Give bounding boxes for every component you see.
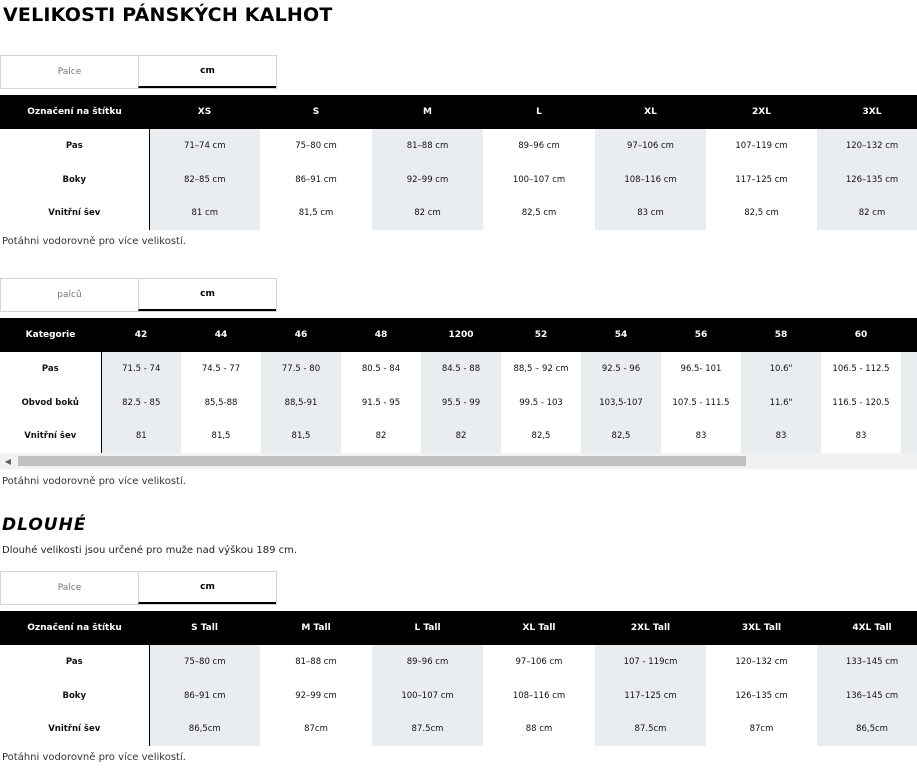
table-cell [901, 386, 917, 420]
table-cell: 108–116 cm [512, 690, 566, 701]
scroll-hint: Potáhni vodorovně pro více velikostí. [2, 752, 186, 763]
table-cell: 82 cm [817, 196, 917, 230]
table-cell: 82 [421, 419, 501, 453]
table-cell: 86–91 cm [295, 174, 337, 185]
table-cell: 82,5 [531, 431, 551, 442]
table-cell: 82 [375, 431, 387, 442]
column-header: S [260, 95, 372, 129]
table-row [0, 129, 917, 163]
size-table-numeric [0, 318, 917, 453]
section-heading-tall: DLOUHÉ [2, 515, 87, 535]
table-cell: 107–119 cm [735, 140, 788, 151]
row-label: Vnitřní šev [0, 419, 101, 453]
table-cell: 74.5 - 77 [201, 363, 241, 374]
table-header-row [0, 318, 917, 352]
table-cell: 87.5cm [372, 712, 483, 746]
row-label: Vnitřní šev [0, 196, 149, 230]
unit-option-cm[interactable]: cm [138, 56, 276, 88]
unit-toggle-2 [0, 278, 277, 312]
column-header: 52 [501, 318, 581, 352]
row-label: Pas [0, 352, 101, 386]
table-cell: 89–96 cm [518, 140, 560, 151]
column-header: 56 [661, 318, 741, 352]
column-header: L [483, 95, 595, 129]
table-cell: 81,5 [211, 431, 231, 442]
table-cell: 81 cm [149, 196, 260, 230]
table-row [0, 712, 917, 746]
table-cell: 82,5 cm [744, 208, 779, 219]
table-cell: 82.5 - 85 [101, 386, 181, 420]
unit-option-cm[interactable]: cm [138, 572, 276, 604]
table-cell: 87cm [749, 724, 774, 735]
section-description: Dlouhé velikosti jsou určené pro muže nad výškou 189 cm. [2, 545, 298, 556]
table-cell: 11.6" [741, 386, 821, 420]
table-cell: 89–96 cm [372, 645, 483, 679]
row-label: Vnitřní šev [0, 712, 149, 746]
column-header: Označení na štítku [0, 611, 149, 645]
column-header: 3XL Tall [706, 611, 817, 645]
table-cell [901, 419, 917, 453]
scroll-hint: Potáhni vodorovně pro více velikostí. [2, 236, 186, 247]
table-row [0, 163, 917, 197]
scroll-hint: Potáhni vodorovně pro více velikostí. [2, 476, 186, 487]
column-header: 46 [261, 318, 341, 352]
table-row [0, 679, 917, 713]
column-header: XL [595, 95, 706, 129]
table-cell: 83 [855, 431, 867, 442]
table-cell: 85,5-88 [204, 397, 238, 408]
table-cell: 75–80 cm [295, 140, 337, 151]
table-cell: 88 cm [525, 724, 553, 735]
table-cell: 99.5 - 103 [519, 397, 563, 408]
table-cell: 83 [741, 419, 821, 453]
scrollbar-thumb[interactable] [18, 456, 746, 466]
table-cell: 95.5 - 99 [421, 386, 501, 420]
page-title: VELIKOSTI PÁNSKÝCH KALHOT [3, 4, 333, 26]
table-cell: 83 [695, 431, 707, 442]
column-header: XS [149, 95, 260, 129]
table-cell: 71.5 - 74 [101, 352, 181, 386]
scroll-left-arrow-icon[interactable]: ◀ [4, 456, 12, 466]
size-table-tall [0, 611, 917, 746]
table-cell: 100–107 cm [372, 679, 483, 713]
table-cell: 133–145 cm [817, 645, 917, 679]
column-header: 48 [341, 318, 421, 352]
table-cell: 80.5 - 84 [361, 363, 401, 374]
table-cell: 86,5cm [149, 712, 260, 746]
unit-option-inches[interactable]: palců [1, 279, 138, 311]
column-header: Kategorie [0, 318, 101, 352]
table-cell: 84.5 - 88 [421, 352, 501, 386]
table-cell: 81,5 [261, 419, 341, 453]
table-cell: 106.5 - 112.5 [832, 363, 890, 374]
table-cell: 81,5 cm [298, 208, 334, 219]
column-header: 44 [181, 318, 261, 352]
table-cell: 92.5 - 96 [581, 352, 661, 386]
column-header: XL Tall [483, 611, 595, 645]
column-header: 54 [581, 318, 661, 352]
table-cell: 86–91 cm [149, 679, 260, 713]
unit-toggle-1 [0, 55, 277, 89]
table-cell: 103,5-107 [581, 386, 661, 420]
table-cell: 82,5 [581, 419, 661, 453]
column-header: M Tall [260, 611, 372, 645]
table-cell: 81–88 cm [372, 129, 483, 163]
table-row [0, 419, 917, 453]
table-cell [901, 352, 917, 386]
table-cell: 87cm [304, 724, 328, 735]
column-header: 2XL [706, 95, 817, 129]
unit-option-inches[interactable]: Palce [1, 56, 138, 88]
table-cell: 71–74 cm [149, 129, 260, 163]
row-label: Obvod boků [0, 386, 101, 420]
column-header: S Tall [149, 611, 260, 645]
table-cell: 92–99 cm [295, 690, 337, 701]
column-header: 2XL Tall [595, 611, 706, 645]
row-label: Pas [0, 129, 149, 163]
size-table-regular [0, 95, 917, 230]
column-header: 3XL [817, 95, 917, 129]
column-header: 42 [101, 318, 181, 352]
table-cell: 82,5 cm [521, 208, 557, 219]
column-header: 4XL Tall [817, 611, 917, 645]
table-cell: 82–85 cm [149, 163, 260, 197]
table-cell: 108–116 cm [595, 163, 706, 197]
row-label: Boky [0, 163, 149, 197]
table-row [0, 386, 917, 420]
table-cell: 82 cm [372, 196, 483, 230]
column-header: M [372, 95, 483, 129]
table-cell: 117–125 cm [735, 174, 788, 185]
column-header [901, 318, 917, 352]
table-row [0, 645, 917, 679]
table-cell: 87.5cm [595, 712, 706, 746]
table-cell: 86,5cm [817, 712, 917, 746]
table-cell: 92–99 cm [372, 163, 483, 197]
table-cell: 120–132 cm [735, 656, 788, 667]
unit-toggle-3 [0, 571, 277, 605]
row-label: Pas [0, 645, 149, 679]
table-cell: 96.5- 101 [680, 363, 722, 374]
table-cell: 97–106 cm [595, 129, 706, 163]
column-header: 1200 [421, 318, 501, 352]
table-row [0, 196, 917, 230]
table-cell: 107.5 - 111.5 [672, 397, 730, 408]
table-cell: 81 [101, 419, 181, 453]
table-cell: 88,5-91 [261, 386, 341, 420]
table-cell: 97–106 cm [515, 656, 563, 667]
table-cell: 83 cm [595, 196, 706, 230]
table-cell: 77.5 - 80 [261, 352, 341, 386]
column-header: L Tall [372, 611, 483, 645]
column-header: 58 [741, 318, 821, 352]
table-cell: 75–80 cm [149, 645, 260, 679]
column-header: 60 [821, 318, 901, 352]
table-cell: 107 - 119cm [595, 645, 706, 679]
table-cell: 88,5 – 92 cm [513, 363, 569, 374]
unit-option-cm[interactable]: cm [138, 279, 276, 311]
table-header-row [0, 95, 917, 129]
table-cell: 81–88 cm [295, 656, 337, 667]
table-cell: 120–132 cm [817, 129, 917, 163]
table-cell: 91.5 - 95 [361, 397, 401, 408]
table-cell: 126–135 cm [817, 163, 917, 197]
table-row [0, 352, 917, 386]
table-cell: 136–145 cm [817, 679, 917, 713]
table-cell: 126–135 cm [735, 690, 788, 701]
horizontal-scrollbar[interactable] [0, 453, 917, 469]
table-header-row [0, 611, 917, 645]
table-cell: 10.6" [741, 352, 821, 386]
table-cell: 117–125 cm [595, 679, 706, 713]
table-cell: 100–107 cm [512, 174, 566, 185]
unit-option-inches[interactable]: Palce [1, 572, 138, 604]
table-cell: 116.5 - 120.5 [832, 397, 890, 408]
column-header: Označení na štítku [0, 95, 149, 129]
row-label: Boky [0, 679, 149, 713]
